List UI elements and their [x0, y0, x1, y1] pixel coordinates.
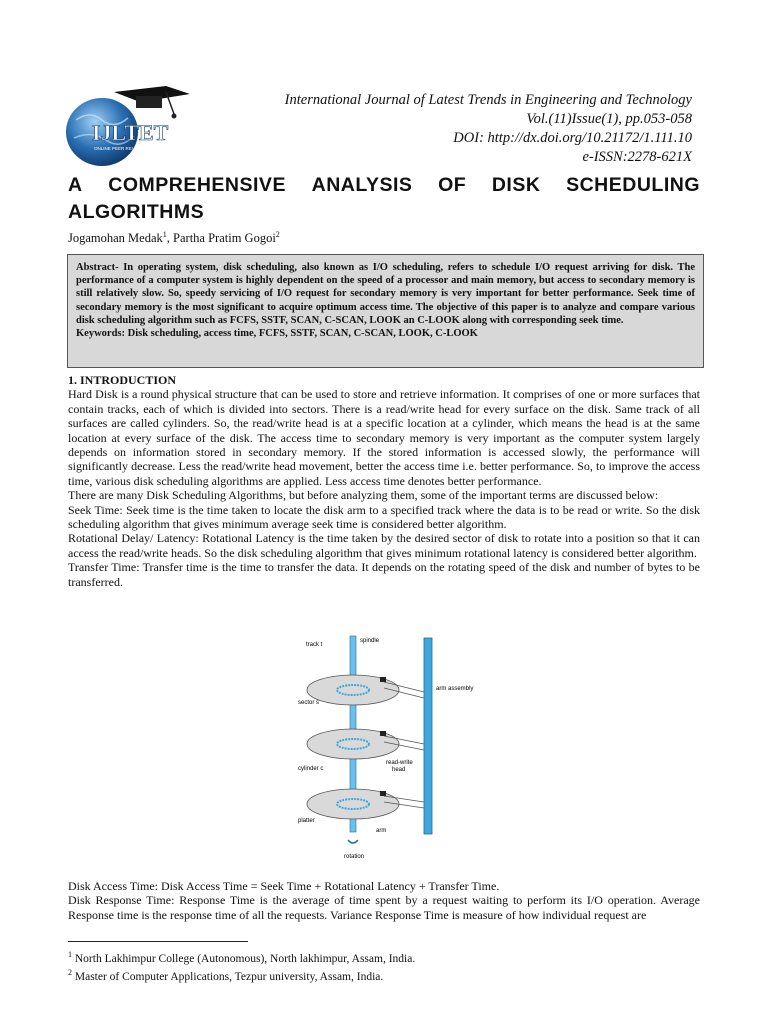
- footnote-mark: 2: [68, 967, 72, 977]
- author-separator: ,: [166, 231, 174, 246]
- paragraph: There are many Disk Scheduling Algorithms, but before analyzing them, some of the important terms are discussed below:: [68, 488, 659, 503]
- footnote-text: North Lakhimpur College (Autonomous), North lakhimpur, Assam, India.: [74, 952, 416, 965]
- author-1-affiliation-mark: 1: [162, 230, 167, 239]
- footnotes: [68, 948, 415, 984]
- title-word: COMPREHENSIVE: [108, 174, 286, 196]
- read-write-head: [380, 791, 386, 796]
- read-write-head: [380, 731, 386, 736]
- label-sector: sector s: [298, 700, 320, 706]
- disk-mechanism-figure: [296, 632, 476, 864]
- author-2: Partha Pratim Gogoi: [173, 231, 276, 246]
- post-figure-text: [68, 879, 700, 922]
- title-word: DISK: [491, 174, 541, 196]
- logo-text: IJLTET: [92, 120, 169, 145]
- paper-title: [68, 172, 700, 226]
- abstract-text: Abstract- In operating system, disk scheduling, also known as I/O scheduling, refers to schedule I/O request arriving for disk. The performance of a computer system is highly dependent on the speed of a processor and main memory, but access to secondary memory is still relatively slow. So, speedy servicing of I/O request for secondary memory is very important for better performance. Seek time of secondary memory is the most significant to acquire optimum access time. The objective of this paper is to analyze and compare various disk scheduling algorithm such as FCFS, SSTF, SCAN, C-SCAN, LOOK an C-LOOK along with corresponding seek time.: [76, 262, 695, 326]
- title-line-1: [68, 172, 700, 199]
- journal-volume: Vol.(11)Issue(1), pp.053-058: [526, 111, 692, 127]
- journal-issn: e-ISSN:2278-621X: [582, 149, 692, 165]
- section-heading: 1. INTRODUCTION: [68, 373, 177, 387]
- author-1: Jogamohan Medak: [68, 231, 163, 246]
- label-track: track t: [306, 642, 323, 648]
- title-line-2: ALGORITHMS: [68, 201, 205, 223]
- label-platter: platter: [298, 818, 315, 824]
- label-spindle: spindle: [360, 638, 380, 644]
- introduction-section: [68, 373, 700, 589]
- authors: [68, 230, 280, 246]
- label-rotation: rotation: [344, 854, 365, 860]
- arm-assembly: [424, 638, 432, 834]
- journal-logo: [62, 80, 202, 170]
- abstract-box: [67, 254, 704, 368]
- title-word: SCHEDULING: [566, 174, 700, 196]
- paragraph: Hard Disk is a round physical structure that can be used to store and retrieve information. It comprises of one or more surfaces that contain tracks, each of which is divided into sectors. There is a read/write head for every surface on the disk. Same track of all surfaces are called cylinders. So, the read/write head is at a specific location at a cylinder, which means the head is at the same location at every surface of the disk. The access time to secondary memory is very important as the computer system largely depends on information stored in secondary memory. If the stored information is accessed slowly, the performance will significantly decrease. Less the read/write head movement, better the access time i.e. better performance. So, to improve the access time, various disk scheduling algorithms are applied. Less access time denotes better performance.: [68, 387, 700, 488]
- logo-subtext: ONLINE PEER REVIEWED JOURNAL: [94, 146, 172, 151]
- paragraph: Disk Response Time: Response Time is the average of time spent by a request waiting to perform its I/O operation. Average Response time is the response time of all the requests. Variance Response Time is measure of how individual request are: [68, 893, 700, 922]
- paragraph: Transfer Time: Transfer time is the time to transfer the data. It depends on the rotating speed of the disk and number of bytes to be transferred.: [68, 560, 700, 589]
- title-word: ANALYSIS: [311, 174, 413, 196]
- read-write-head: [380, 677, 386, 682]
- paragraph: Disk Access Time: Disk Access Time = Seek Time + Rotational Latency + Transfer Time.: [68, 879, 500, 893]
- footnote-text: Master of Computer Applications, Tezpur university, Assam, India.: [74, 970, 384, 983]
- paragraph: Seek Time: Seek time is the time taken to locate the disk arm to a specified track where the data is to be read or write. So the disk scheduling algorithm that gives minimum average seek time is considered better algorithm.: [68, 502, 700, 532]
- title-word: A: [68, 174, 83, 196]
- footnote-rule: [68, 941, 248, 942]
- title-word: OF: [438, 174, 467, 196]
- footnote-1: [68, 948, 415, 966]
- journal-name: International Journal of Latest Trends in Engineering and Technology: [284, 92, 692, 108]
- keywords: Keywords: Disk scheduling, access time, FCFS, SSTF, SCAN, C-SCAN, LOOK, C-LOOK: [76, 328, 478, 340]
- label-head: head: [392, 767, 406, 773]
- rotation-arrow: [348, 840, 358, 843]
- label-cylinder: cylinder c: [298, 766, 324, 772]
- label-arm: arm: [376, 828, 387, 834]
- paragraph: Rotational Delay/ Latency: Rotational Latency is the time taken by the desired sector of disk to rotate into a position so that it can access the read/write heads. So the disk scheduling algorithm that gives minimum rotational latency is considered better algorithm.: [68, 531, 700, 560]
- journal-doi[interactable]: DOI: http://dx.doi.org/10.21172/1.111.10: [453, 130, 692, 146]
- footnote-2: [68, 966, 415, 984]
- author-2-affiliation-mark: 2: [275, 230, 280, 239]
- footnote-mark: 1: [68, 950, 72, 959]
- label-read-write: read-write: [386, 760, 413, 766]
- label-arm-assembly: arm assembly: [436, 686, 474, 692]
- journal-header: [285, 91, 692, 167]
